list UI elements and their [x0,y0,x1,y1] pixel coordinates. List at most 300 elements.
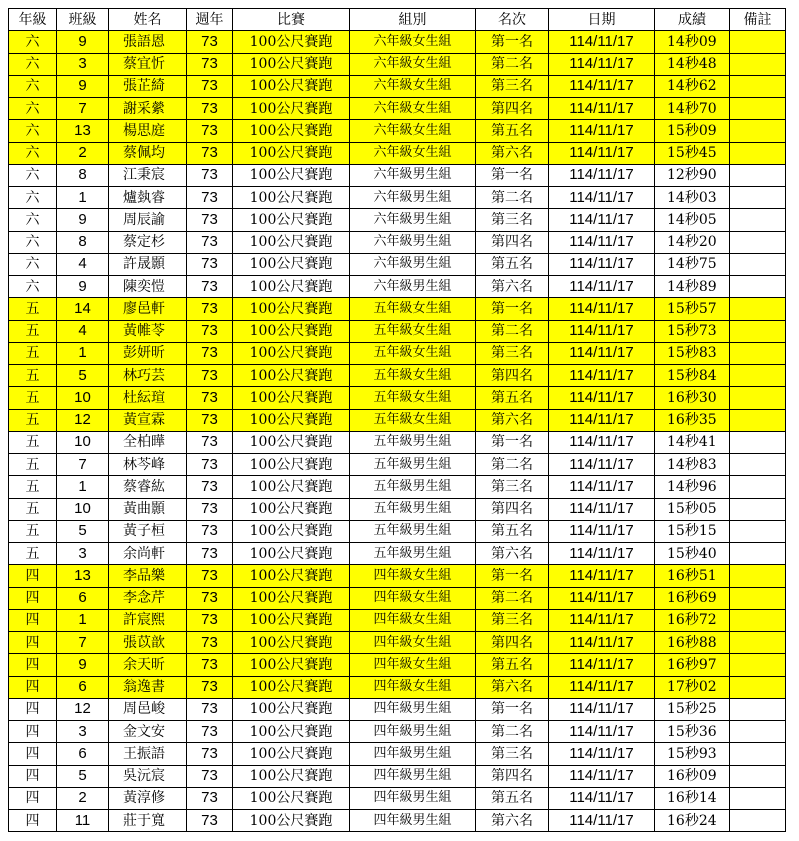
cell-place: 第三名 [476,75,549,97]
cell-anniversary: 73 [187,454,233,476]
cell-date: 114/11/17 [549,387,655,409]
cell-remarks [730,98,786,120]
cell-remarks [730,409,786,431]
table-row [9,409,786,431]
cell-date: 114/11/17 [549,142,655,164]
cell-event: 100公尺賽跑 [233,276,350,298]
cell-date: 114/11/17 [549,187,655,209]
cell-remarks [730,810,786,832]
cell-event: 100公尺賽跑 [233,365,350,387]
header-name: 姓名 [109,9,187,31]
table-row [9,187,786,209]
cell-event: 100公尺賽跑 [233,209,350,231]
cell-name: 黃帷苓 [109,320,187,342]
cell-event: 100公尺賽跑 [233,342,350,364]
cell-class: 8 [57,164,109,186]
cell-date: 114/11/17 [549,698,655,720]
cell-class: 6 [57,676,109,698]
cell-anniversary: 73 [187,31,233,53]
cell-result: 14秒20 [655,231,730,253]
header-group: 組別 [350,9,476,31]
table-row [9,365,786,387]
cell-date: 114/11/17 [549,787,655,809]
cell-result: 15秒84 [655,365,730,387]
cell-anniversary: 73 [187,409,233,431]
cell-group: 五年級男生組 [350,454,476,476]
cell-date: 114/11/17 [549,231,655,253]
cell-date: 114/11/17 [549,476,655,498]
cell-anniversary: 73 [187,609,233,631]
cell-class: 9 [57,276,109,298]
cell-place: 第四名 [476,231,549,253]
table-row [9,609,786,631]
cell-event: 100公尺賽跑 [233,53,350,75]
cell-anniversary: 73 [187,765,233,787]
cell-class: 6 [57,743,109,765]
cell-remarks [730,431,786,453]
header-event: 比賽 [233,9,350,31]
cell-date: 114/11/17 [549,587,655,609]
cell-group: 四年級女生組 [350,565,476,587]
cell-place: 第六名 [476,810,549,832]
header-anniversary: 週年 [187,9,233,31]
cell-result: 16秒97 [655,654,730,676]
cell-anniversary: 73 [187,810,233,832]
cell-name: 許宸熙 [109,609,187,631]
cell-remarks [730,231,786,253]
cell-anniversary: 73 [187,120,233,142]
table-row [9,587,786,609]
cell-name: 李品樂 [109,565,187,587]
cell-name: 吳沅宸 [109,765,187,787]
cell-result: 16秒51 [655,565,730,587]
cell-remarks [730,187,786,209]
cell-name: 蔡睿紘 [109,476,187,498]
cell-remarks [730,476,786,498]
cell-grade: 四 [9,609,57,631]
cell-class: 2 [57,787,109,809]
header-result: 成績 [655,9,730,31]
cell-class: 5 [57,520,109,542]
table-row [9,320,786,342]
cell-grade: 四 [9,743,57,765]
cell-name: 全柏曄 [109,431,187,453]
cell-event: 100公尺賽跑 [233,565,350,587]
cell-place: 第二名 [476,721,549,743]
cell-grade: 四 [9,721,57,743]
cell-place: 第四名 [476,365,549,387]
cell-grade: 四 [9,676,57,698]
cell-grade: 五 [9,365,57,387]
cell-date: 114/11/17 [549,721,655,743]
cell-group: 五年級女生組 [350,298,476,320]
cell-event: 100公尺賽跑 [233,142,350,164]
cell-class: 6 [57,587,109,609]
cell-event: 100公尺賽跑 [233,454,350,476]
cell-date: 114/11/17 [549,320,655,342]
cell-date: 114/11/17 [549,276,655,298]
cell-name: 林巧芸 [109,365,187,387]
cell-remarks [730,75,786,97]
cell-grade: 六 [9,231,57,253]
cell-group: 六年級女生組 [350,53,476,75]
cell-anniversary: 73 [187,654,233,676]
cell-class: 5 [57,365,109,387]
cell-remarks [730,632,786,654]
cell-grade: 五 [9,520,57,542]
table-row [9,498,786,520]
cell-place: 第一名 [476,31,549,53]
cell-grade: 五 [9,342,57,364]
table-row [9,698,786,720]
cell-date: 114/11/17 [549,298,655,320]
cell-class: 13 [57,565,109,587]
table-row [9,743,786,765]
cell-place: 第四名 [476,98,549,120]
cell-group: 五年級女生組 [350,320,476,342]
header-class: 班級 [57,9,109,31]
cell-event: 100公尺賽跑 [233,743,350,765]
cell-remarks [730,120,786,142]
cell-group: 五年級男生組 [350,520,476,542]
cell-group: 六年級女生組 [350,142,476,164]
cell-remarks [730,53,786,75]
cell-place: 第五名 [476,387,549,409]
cell-group: 六年級男生組 [350,253,476,275]
cell-result: 16秒69 [655,587,730,609]
cell-event: 100公尺賽跑 [233,298,350,320]
cell-name: 楊思庭 [109,120,187,142]
cell-anniversary: 73 [187,187,233,209]
cell-place: 第一名 [476,298,549,320]
cell-class: 2 [57,142,109,164]
cell-grade: 六 [9,120,57,142]
cell-grade: 六 [9,187,57,209]
cell-result: 16秒30 [655,387,730,409]
results-table [8,8,786,832]
cell-place: 第四名 [476,765,549,787]
cell-group: 六年級男生組 [350,231,476,253]
cell-class: 10 [57,498,109,520]
cell-anniversary: 73 [187,632,233,654]
cell-name: 李念芹 [109,587,187,609]
table-row [9,164,786,186]
cell-grade: 六 [9,98,57,120]
cell-grade: 五 [9,409,57,431]
cell-name: 彭妍昕 [109,342,187,364]
cell-result: 14秒41 [655,431,730,453]
cell-class: 4 [57,320,109,342]
cell-place: 第二名 [476,320,549,342]
cell-date: 114/11/17 [549,654,655,676]
cell-result: 15秒45 [655,142,730,164]
cell-remarks [730,342,786,364]
cell-grade: 五 [9,498,57,520]
cell-event: 100公尺賽跑 [233,187,350,209]
cell-class: 3 [57,721,109,743]
cell-remarks [730,164,786,186]
cell-group: 六年級女生組 [350,120,476,142]
cell-anniversary: 73 [187,387,233,409]
cell-class: 1 [57,609,109,631]
cell-place: 第四名 [476,498,549,520]
cell-remarks [730,365,786,387]
cell-date: 114/11/17 [549,409,655,431]
cell-place: 第一名 [476,565,549,587]
cell-group: 四年級男生組 [350,765,476,787]
cell-place: 第五名 [476,520,549,542]
cell-result: 14秒03 [655,187,730,209]
cell-date: 114/11/17 [549,53,655,75]
table-row [9,387,786,409]
cell-class: 4 [57,253,109,275]
cell-class: 3 [57,53,109,75]
cell-remarks [730,721,786,743]
cell-remarks [730,387,786,409]
cell-group: 五年級男生組 [350,431,476,453]
cell-class: 3 [57,543,109,565]
cell-date: 114/11/17 [549,676,655,698]
cell-grade: 四 [9,698,57,720]
cell-name: 張語恩 [109,31,187,53]
cell-remarks [730,543,786,565]
cell-name: 蔡定杉 [109,231,187,253]
table-row [9,476,786,498]
cell-result: 14秒62 [655,75,730,97]
cell-grade: 六 [9,142,57,164]
cell-event: 100公尺賽跑 [233,543,350,565]
cell-remarks [730,498,786,520]
cell-grade: 五 [9,320,57,342]
cell-group: 六年級男生組 [350,209,476,231]
cell-date: 114/11/17 [549,520,655,542]
cell-class: 11 [57,810,109,832]
cell-name: 翁逸書 [109,676,187,698]
cell-name: 張芷綺 [109,75,187,97]
cell-class: 7 [57,632,109,654]
cell-grade: 四 [9,765,57,787]
header-place: 名次 [476,9,549,31]
cell-class: 7 [57,98,109,120]
table-row [9,342,786,364]
cell-result: 14秒75 [655,253,730,275]
cell-grade: 六 [9,209,57,231]
cell-group: 六年級男生組 [350,187,476,209]
cell-group: 五年級男生組 [350,476,476,498]
cell-place: 第三名 [476,743,549,765]
header-remarks: 備註 [730,9,786,31]
cell-group: 五年級女生組 [350,409,476,431]
cell-event: 100公尺賽跑 [233,498,350,520]
cell-group: 五年級女生組 [350,342,476,364]
cell-date: 114/11/17 [549,75,655,97]
cell-grade: 六 [9,75,57,97]
cell-name: 張苡歆 [109,632,187,654]
cell-anniversary: 73 [187,721,233,743]
cell-anniversary: 73 [187,164,233,186]
cell-place: 第五名 [476,654,549,676]
table-row [9,98,786,120]
cell-group: 六年級女生組 [350,31,476,53]
cell-result: 14秒05 [655,209,730,231]
cell-place: 第一名 [476,431,549,453]
cell-event: 100公尺賽跑 [233,409,350,431]
cell-name: 黃淳修 [109,787,187,809]
cell-remarks [730,676,786,698]
cell-result: 14秒83 [655,454,730,476]
cell-remarks [730,698,786,720]
cell-anniversary: 73 [187,98,233,120]
cell-name: 江秉宸 [109,164,187,186]
cell-grade: 六 [9,31,57,53]
cell-event: 100公尺賽跑 [233,587,350,609]
cell-result: 15秒57 [655,298,730,320]
cell-anniversary: 73 [187,365,233,387]
cell-result: 14秒09 [655,31,730,53]
cell-result: 15秒25 [655,698,730,720]
cell-result: 16秒35 [655,409,730,431]
cell-class: 9 [57,75,109,97]
cell-date: 114/11/17 [549,431,655,453]
cell-result: 14秒70 [655,98,730,120]
cell-name: 謝采縈 [109,98,187,120]
cell-result: 16秒09 [655,765,730,787]
cell-date: 114/11/17 [549,342,655,364]
table-row [9,543,786,565]
cell-class: 12 [57,409,109,431]
cell-grade: 四 [9,810,57,832]
cell-grade: 四 [9,587,57,609]
cell-anniversary: 73 [187,75,233,97]
cell-grade: 五 [9,298,57,320]
cell-name: 林芩峰 [109,454,187,476]
cell-result: 15秒83 [655,342,730,364]
cell-event: 100公尺賽跑 [233,632,350,654]
cell-anniversary: 73 [187,743,233,765]
cell-date: 114/11/17 [549,209,655,231]
cell-remarks [730,609,786,631]
cell-event: 100公尺賽跑 [233,31,350,53]
cell-remarks [730,743,786,765]
cell-place: 第三名 [476,609,549,631]
cell-group: 四年級女生組 [350,676,476,698]
cell-anniversary: 73 [187,520,233,542]
cell-date: 114/11/17 [549,743,655,765]
cell-event: 100公尺賽跑 [233,387,350,409]
table-row [9,231,786,253]
cell-anniversary: 73 [187,342,233,364]
cell-date: 114/11/17 [549,365,655,387]
cell-remarks [730,31,786,53]
cell-name: 莊于寬 [109,810,187,832]
cell-name: 周邑峻 [109,698,187,720]
cell-name: 杜紜瑄 [109,387,187,409]
cell-date: 114/11/17 [549,543,655,565]
header-date: 日期 [549,9,655,31]
cell-date: 114/11/17 [549,164,655,186]
table-row [9,120,786,142]
cell-name: 蔡宜忻 [109,53,187,75]
cell-event: 100公尺賽跑 [233,431,350,453]
cell-anniversary: 73 [187,498,233,520]
cell-grade: 四 [9,654,57,676]
table-row [9,209,786,231]
cell-event: 100公尺賽跑 [233,698,350,720]
cell-grade: 六 [9,164,57,186]
cell-date: 114/11/17 [549,120,655,142]
cell-remarks [730,298,786,320]
table-row [9,765,786,787]
cell-class: 9 [57,654,109,676]
cell-class: 13 [57,120,109,142]
cell-class: 5 [57,765,109,787]
cell-group: 四年級男生組 [350,810,476,832]
cell-date: 114/11/17 [549,810,655,832]
cell-remarks [730,209,786,231]
cell-event: 100公尺賽跑 [233,676,350,698]
table-row [9,810,786,832]
cell-group: 四年級男生組 [350,743,476,765]
table-row [9,298,786,320]
cell-event: 100公尺賽跑 [233,654,350,676]
cell-result: 16秒14 [655,787,730,809]
cell-remarks [730,520,786,542]
cell-grade: 四 [9,632,57,654]
cell-event: 100公尺賽跑 [233,120,350,142]
table-row [9,632,786,654]
table-row [9,520,786,542]
cell-class: 9 [57,31,109,53]
cell-grade: 四 [9,565,57,587]
cell-anniversary: 73 [187,787,233,809]
cell-remarks [730,253,786,275]
cell-place: 第二名 [476,587,549,609]
cell-name: 陳奕愷 [109,276,187,298]
cell-place: 第五名 [476,253,549,275]
cell-group: 六年級女生組 [350,75,476,97]
cell-group: 四年級男生組 [350,787,476,809]
cell-place: 第六名 [476,676,549,698]
cell-name: 王振語 [109,743,187,765]
cell-event: 100公尺賽跑 [233,75,350,97]
cell-grade: 五 [9,454,57,476]
table-row [9,253,786,275]
cell-result: 14秒96 [655,476,730,498]
table-row [9,787,786,809]
table-row [9,75,786,97]
cell-result: 12秒90 [655,164,730,186]
cell-event: 100公尺賽跑 [233,765,350,787]
cell-place: 第四名 [476,632,549,654]
cell-group: 六年級女生組 [350,98,476,120]
table-row [9,431,786,453]
cell-event: 100公尺賽跑 [233,520,350,542]
cell-event: 100公尺賽跑 [233,320,350,342]
cell-group: 四年級女生組 [350,587,476,609]
cell-name: 黃子桓 [109,520,187,542]
cell-remarks [730,454,786,476]
cell-class: 1 [57,187,109,209]
cell-name: 余天昕 [109,654,187,676]
cell-result: 15秒09 [655,120,730,142]
cell-result: 17秒02 [655,676,730,698]
cell-group: 五年級女生組 [350,387,476,409]
cell-date: 114/11/17 [549,454,655,476]
cell-anniversary: 73 [187,53,233,75]
cell-place: 第一名 [476,698,549,720]
cell-anniversary: 73 [187,676,233,698]
cell-class: 9 [57,209,109,231]
